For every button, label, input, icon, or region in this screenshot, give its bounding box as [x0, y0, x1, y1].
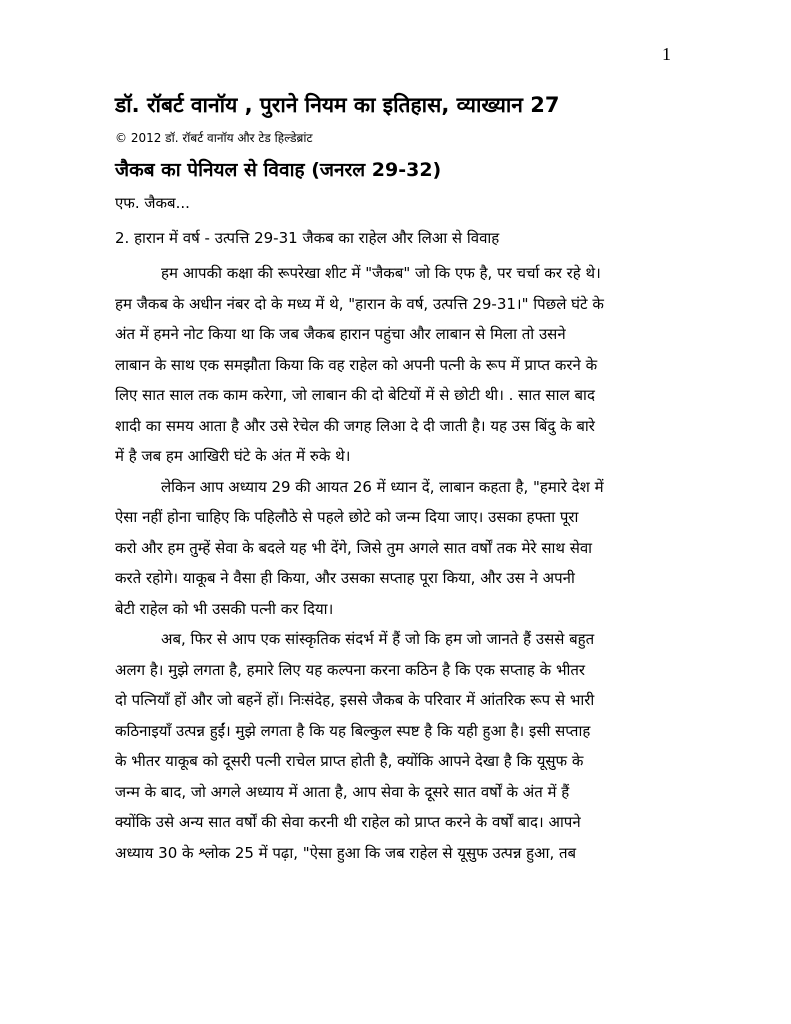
text-line: ऐसा नहीं होना चाहिए कि पहिलौठे से पहले छोटे को जन्म दिया जाए। उसका हफ्ता पूरा	[115, 508, 579, 526]
text-line: में है जब हम आखिरी घंटे के अंत में रुके थे।	[115, 447, 351, 465]
text-line: लिए सात साल तक काम करेगा, जो लाबान की दो बेटियों में से छोटी थी। . सात साल बाद	[115, 386, 595, 404]
text-line: बेटी राहेल को भी उसकी पत्नी कर दिया।	[115, 599, 334, 618]
text-line: क्योंकि उसे अन्य सात वर्षों की सेवा करनी थी राहेल को प्राप्त करने के वर्षों बाद। आपने	[115, 813, 581, 831]
text-line: अब, फिर से आप एक सांस्कृतिक संदर्भ में हैं जो कि हम जो जानते हैं उससे बहुत	[161, 630, 595, 648]
lecture-title: डॉ. रॉबर्ट वानॉय , पुराने नियम का इतिहास, व्याख्यान 27	[115, 93, 560, 117]
text-line: दो पत्नियाँ हों और जो बहनें हों। निःसंदेह, इससे जैकब के परिवार में आंतरिक रूप से भारी	[115, 691, 595, 709]
text-line: शादी का समय आता है और उसे रेचेल की जगह लिआ दे दी जाती है। यह उस बिंदु के बारे	[115, 416, 595, 435]
body-text	[115, 258, 695, 868]
text-line: अंत में हमने नोट किया था कि जब जैकब हारान पहुंचा और लाबान से मिला तो उसने	[115, 325, 566, 343]
text-line: हम आपकी कक्षा की रूपरेखा शीट में "जैकब" जो कि एफ है, पर चर्चा कर रहे थे।	[161, 264, 601, 282]
lecture-subtitle: जैकब का पेनियल से विवाह (जनरल 29-32)	[115, 159, 442, 181]
text-line: अध्याय 30 के श्लोक 25 में पढ़ा, "ऐसा हुआ कि जब राहेल से यूसुफ उत्पन्न हुआ, तब	[115, 843, 577, 862]
text-line: करो और हम तुम्हें सेवा के बदले यह भी देंगे, जिसे तुम अगले सात वर्षों तक मेरे साथ सेवा	[115, 538, 593, 557]
text-line: हम जैकब के अधीन नंबर दो के मध्य में थे, "हारान के वर्ष, उत्पत्ति 29-31।" पिछले घंटे के	[115, 294, 604, 313]
page-number: 1	[662, 44, 671, 64]
text-line: अलग है। मुझे लगता है, हमारे लिए यह कल्पना करना कठिन है कि एक सप्ताह के भीतर	[115, 660, 586, 679]
text-line: लेकिन आप अध्याय 29 की आयत 26 में ध्यान दें, लाबान कहता है, "हमारे देश में	[161, 477, 604, 496]
text-line: लाबान के साथ एक समझौता किया कि वह राहेल को अपनी पत्नी के रूप में प्राप्त करने के	[115, 355, 598, 374]
text-line: जन्म के बाद, जो अगले अध्याय में आता है, आप सेवा के दूसरे सात वर्षों के अंत में हैं	[115, 782, 570, 801]
copyright-notice: © 2012 डॉ. रॉबर्ट वानॉय और टेड हिल्डेब्रांट	[115, 131, 313, 145]
text-line: करते रहोगे। याकूब ने वैसा ही किया, और उसका सप्ताह पूरा किया, और उस ने अपनी	[115, 569, 575, 587]
text-line: के भीतर याकूब को दूसरी पत्नी राचेल प्राप्त होती है, क्योंकि आपने देखा है कि यूसुफ के	[115, 752, 584, 770]
text-line: कठिनाइयाँ उत्पन्न हुईं। मुझे लगता है कि यह बिल्कुल स्पष्ट है कि यही हुआ है। इसी सप्ताह	[115, 721, 591, 740]
section-heading-f: एफ. जैकब...	[115, 194, 190, 212]
section-heading-2: 2. हारान में वर्ष - उत्पत्ति 29-31 जैकब का राहेल और लिआ से विवाह	[115, 229, 500, 247]
